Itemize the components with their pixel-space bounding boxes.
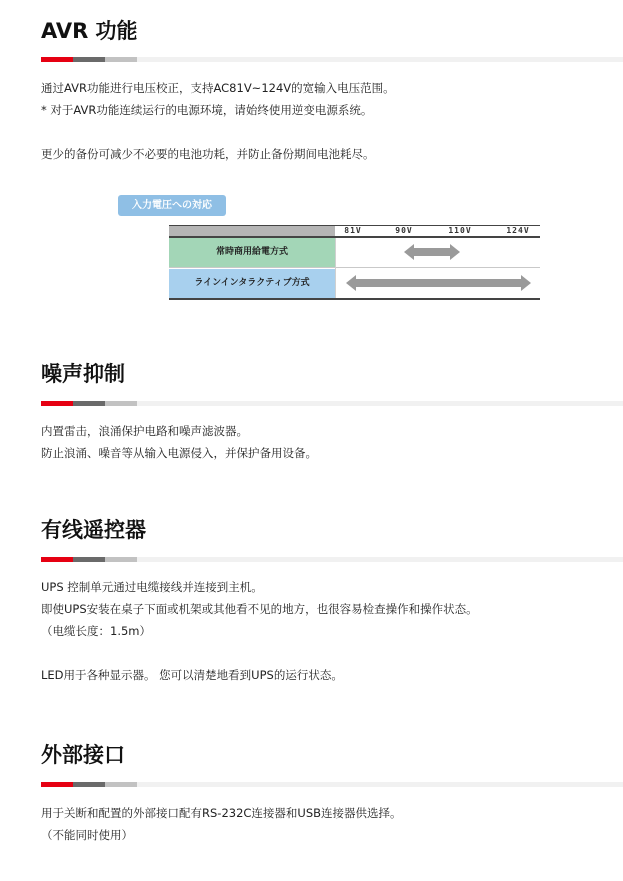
row-label-cell-standby [169,238,335,267]
row-label-cell-line-interactive [169,269,335,298]
text-line [41,121,395,143]
text-line: （不能同时使用） [41,828,133,842]
voltage-range-table [169,225,540,300]
section-rule [41,401,623,406]
range-arrows [169,225,540,300]
text-line: 通过AVR功能进行电压校正，支持AC81V~124V的宽输入电压范围。 [41,81,395,95]
remote-description [41,576,478,686]
text-line: （电缆长度：1.5m） [41,624,151,638]
text-line: * 对于AVR功能连续运行的电源环境，请始终使用逆变电源系统。 [41,103,373,117]
interface-description [41,802,402,846]
section-title-interface: 外部接口 [41,743,125,767]
section-title-noise: 噪声抑制 [41,362,125,386]
text-line: 防止浪涌、噪音等从输入电源侵入，并保护备用设备。 [41,446,317,460]
text-line: 内置雷击，浪涌保护电路和噪声滤波器。 [41,424,248,438]
text-line: 更少的备份可减少不必要的电池功耗，并防止备份期间电池耗尽。 [41,147,375,161]
range-arrow [404,244,460,260]
section-title-avr: AVR 功能 [41,19,138,43]
text-line: 用于关断和配置的外部接口配有RS-232C连接器和USB连接器供选择。 [41,806,402,820]
diagram-badge: 入力電圧への対応 [118,195,226,216]
section-rule [41,782,623,787]
text-line: UPS 控制单元通过电缆接线并连接到主机。 [41,580,263,594]
text-line [41,642,478,664]
voltage-tick: 81V [344,226,362,235]
section-title-remote: 有线遥控器 [41,518,146,542]
text-line: LED用于各种显示器。 您可以清楚地看到UPS的运行状态。 [41,668,343,682]
voltage-tick: 110V [448,226,472,235]
range-arrow [346,275,531,291]
row-label-standby: 常時商用給電方式 [215,247,288,257]
avr-description [41,77,395,165]
section-rule [41,57,623,62]
section-rule [41,557,623,562]
voltage-tick: 124V [506,226,530,235]
text-line: 即使UPS安装在桌子下面或机架或其他看不见的地方，也很容易检查操作和操作状态。 [41,602,478,616]
noise-description [41,420,317,464]
row-label-line-interactive: ラインインタラクティブ方式 [194,278,310,288]
voltage-tick: 90V [395,226,413,235]
